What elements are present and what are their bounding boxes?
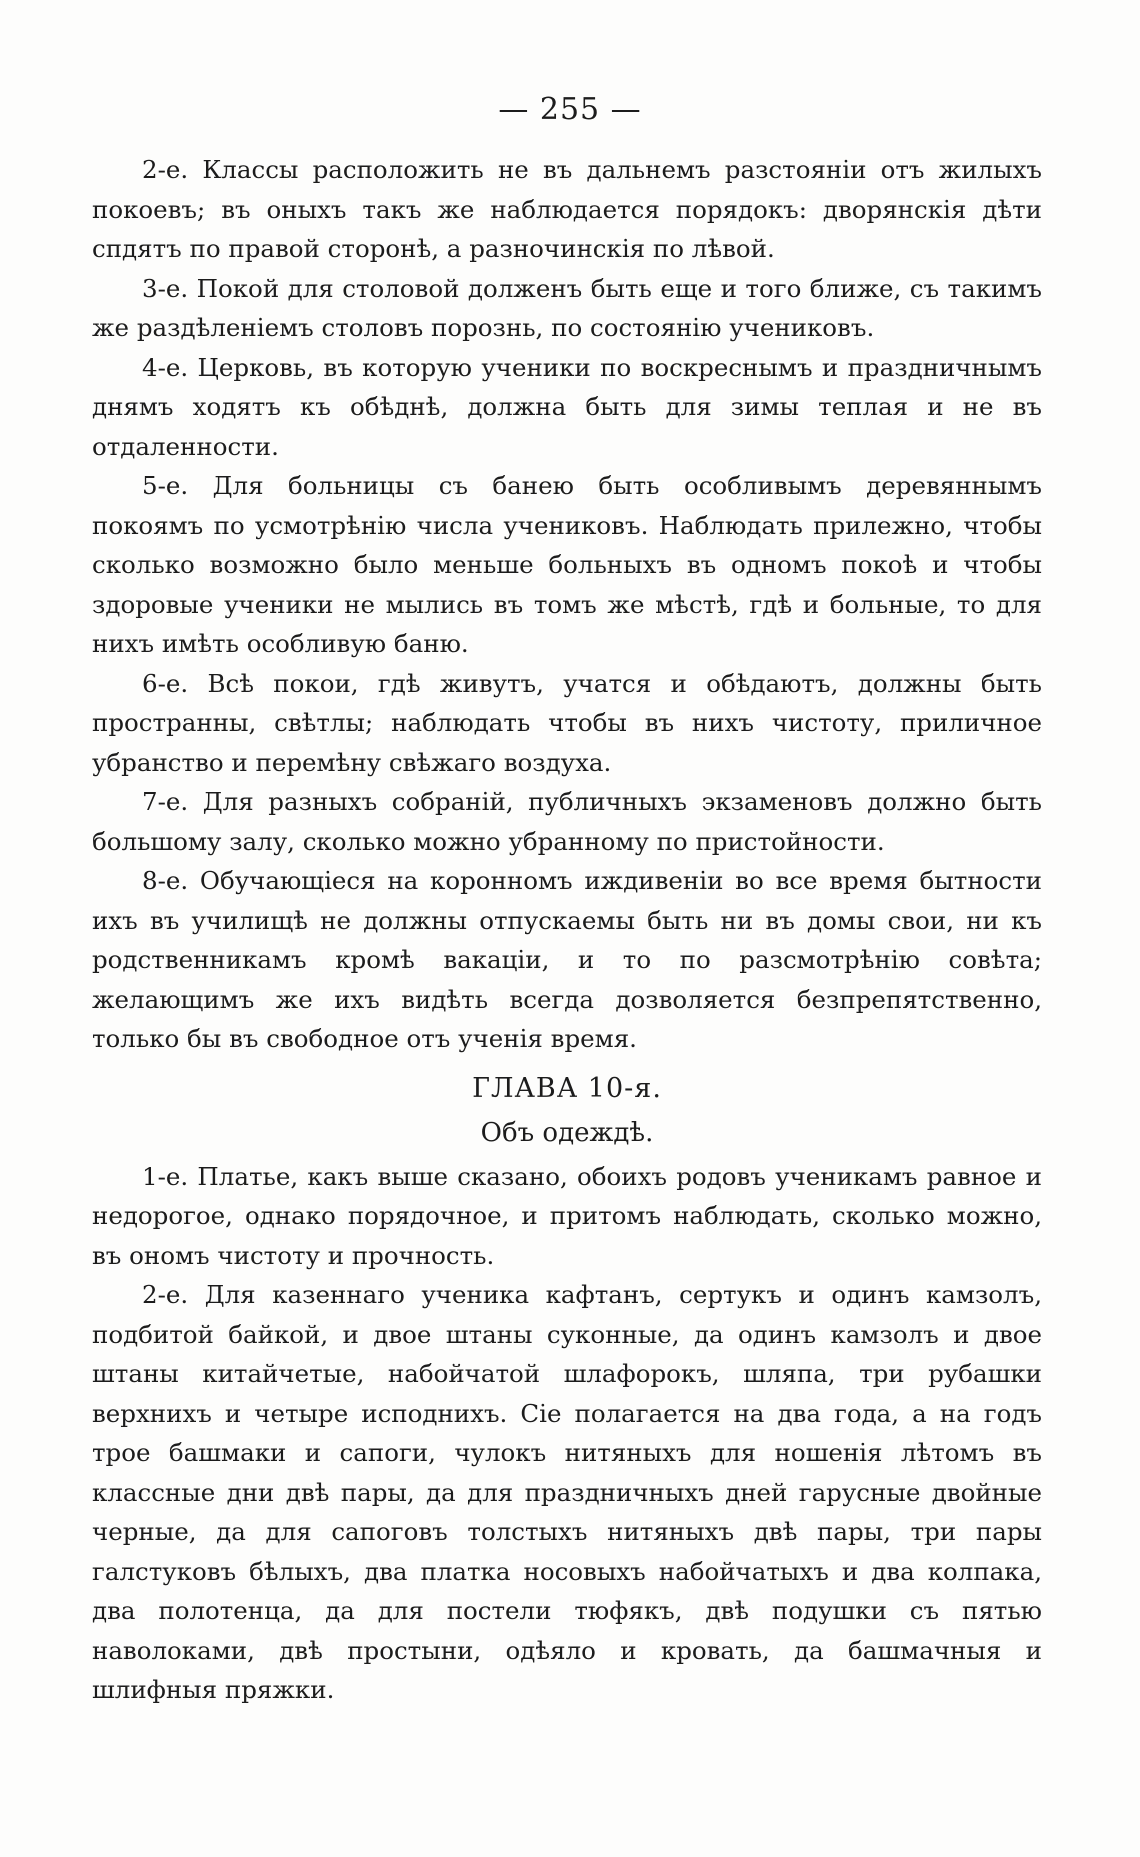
chapter-title: ГЛАВА 10-я. — [472, 1072, 662, 1104]
chapter-paragraph-2: 2-е. Для казеннаго ученика кафтанъ, сертукъ и одинъ камзолъ, подбитой байкой, и двое штаны суконные, да одинъ камзолъ и двое штаны китайчетые, набойчатой шлафорокъ, шляпа, три рубашки верхнихъ и четыре исподнихъ. Сіе полагается на два года, а на годъ трое башмаки и сапоги, чулокъ нитяныхъ для ношенія лѣтомъ въ классные дни двѣ пары, да для праздничныхъ дней гарусные двойные черные, да для сапоговъ толстыхъ нитяныхъ двѣ пары, три пары галстуковъ бѣлыхъ, два платка носовыхъ набойчатыхъ и два колпака, два полотенца, да для постели тюфякъ, двѣ подушки съ пятью наволоками, двѣ простыни, одѣяло и кровать, да башмачныя и шлифныя пряжки. — [92, 1280, 1042, 1704]
paragraph-5: 5-е. Для больницы съ банею быть особливымъ деревяннымъ покоямъ по усмотрѣнію числа учениковъ. Наблюдать прилежно, чтобы сколько возможно было меньше больныхъ въ одномъ покоѣ и чтобы здоровые ученики не мылись въ томъ же мѣстѣ, гдѣ и больные, то для нихъ имѣть особливую баню. — [92, 471, 1042, 658]
chapter-paragraph-1: 1-е. Платье, какъ выше сказано, обоихъ родовъ ученикамъ равное и недорогое, однако порядочное, и притомъ наблюдать, сколько можно, въ ономъ чистоту и прочность. — [92, 1161, 1042, 1270]
paragraph-3: 3-е. Покой для столовой долженъ быть еще и того ближе, съ такимъ же раздѣленіемъ столовъ порознь, по состоянію учениковъ. — [92, 273, 1042, 342]
paragraph-8: 8-е. Обучающіеся на коронномъ иждивеніи во все время бытности ихъ въ училищѣ не должны отпускаемы быть ни въ домы свои, ни къ родственникамъ кромѣ вакацiи, и то по разсмотрѣнію совѣта; желающимъ же ихъ видѣть всегда дозволяется безпрепятственно, только бы въ свободное отъ ученія время. — [92, 866, 1042, 1053]
paragraph-6: 6-е. Всѣ покои, гдѣ живутъ, учатся и обѣдаютъ, должны быть пространны, свѣтлы; наблюдать чтобы въ нихъ чистоту, приличное убранство и перемѣну свѣжаго воздуха. — [92, 668, 1042, 777]
paragraph-4: 4-е. Церковь, въ которую ученики по воскреснымъ и праздничнымъ днямъ ходятъ къ обѣднѣ, должна быть для зимы теплая и не въ отдаленности. — [92, 352, 1042, 461]
paragraph-7: 7-е. Для разныхъ собраній, публичныхъ экзаменовъ должно быть большому залу, сколько можно убранному по пристойности. — [92, 787, 1042, 856]
chapter-subtitle: Объ одеждѣ. — [480, 1117, 654, 1148]
paragraph-2: 2-е. Классы расположить не въ дальнемъ разстояніи отъ жилыхъ покоевъ; въ оныхъ такъ же наблюдается порядокъ: дворянскія дѣти спдятъ по правой сторонѣ, а разночинскія по лѣвой. — [92, 155, 1042, 263]
page-body — [92, 150, 1042, 1710]
page-number: — 255 — — [498, 92, 642, 127]
